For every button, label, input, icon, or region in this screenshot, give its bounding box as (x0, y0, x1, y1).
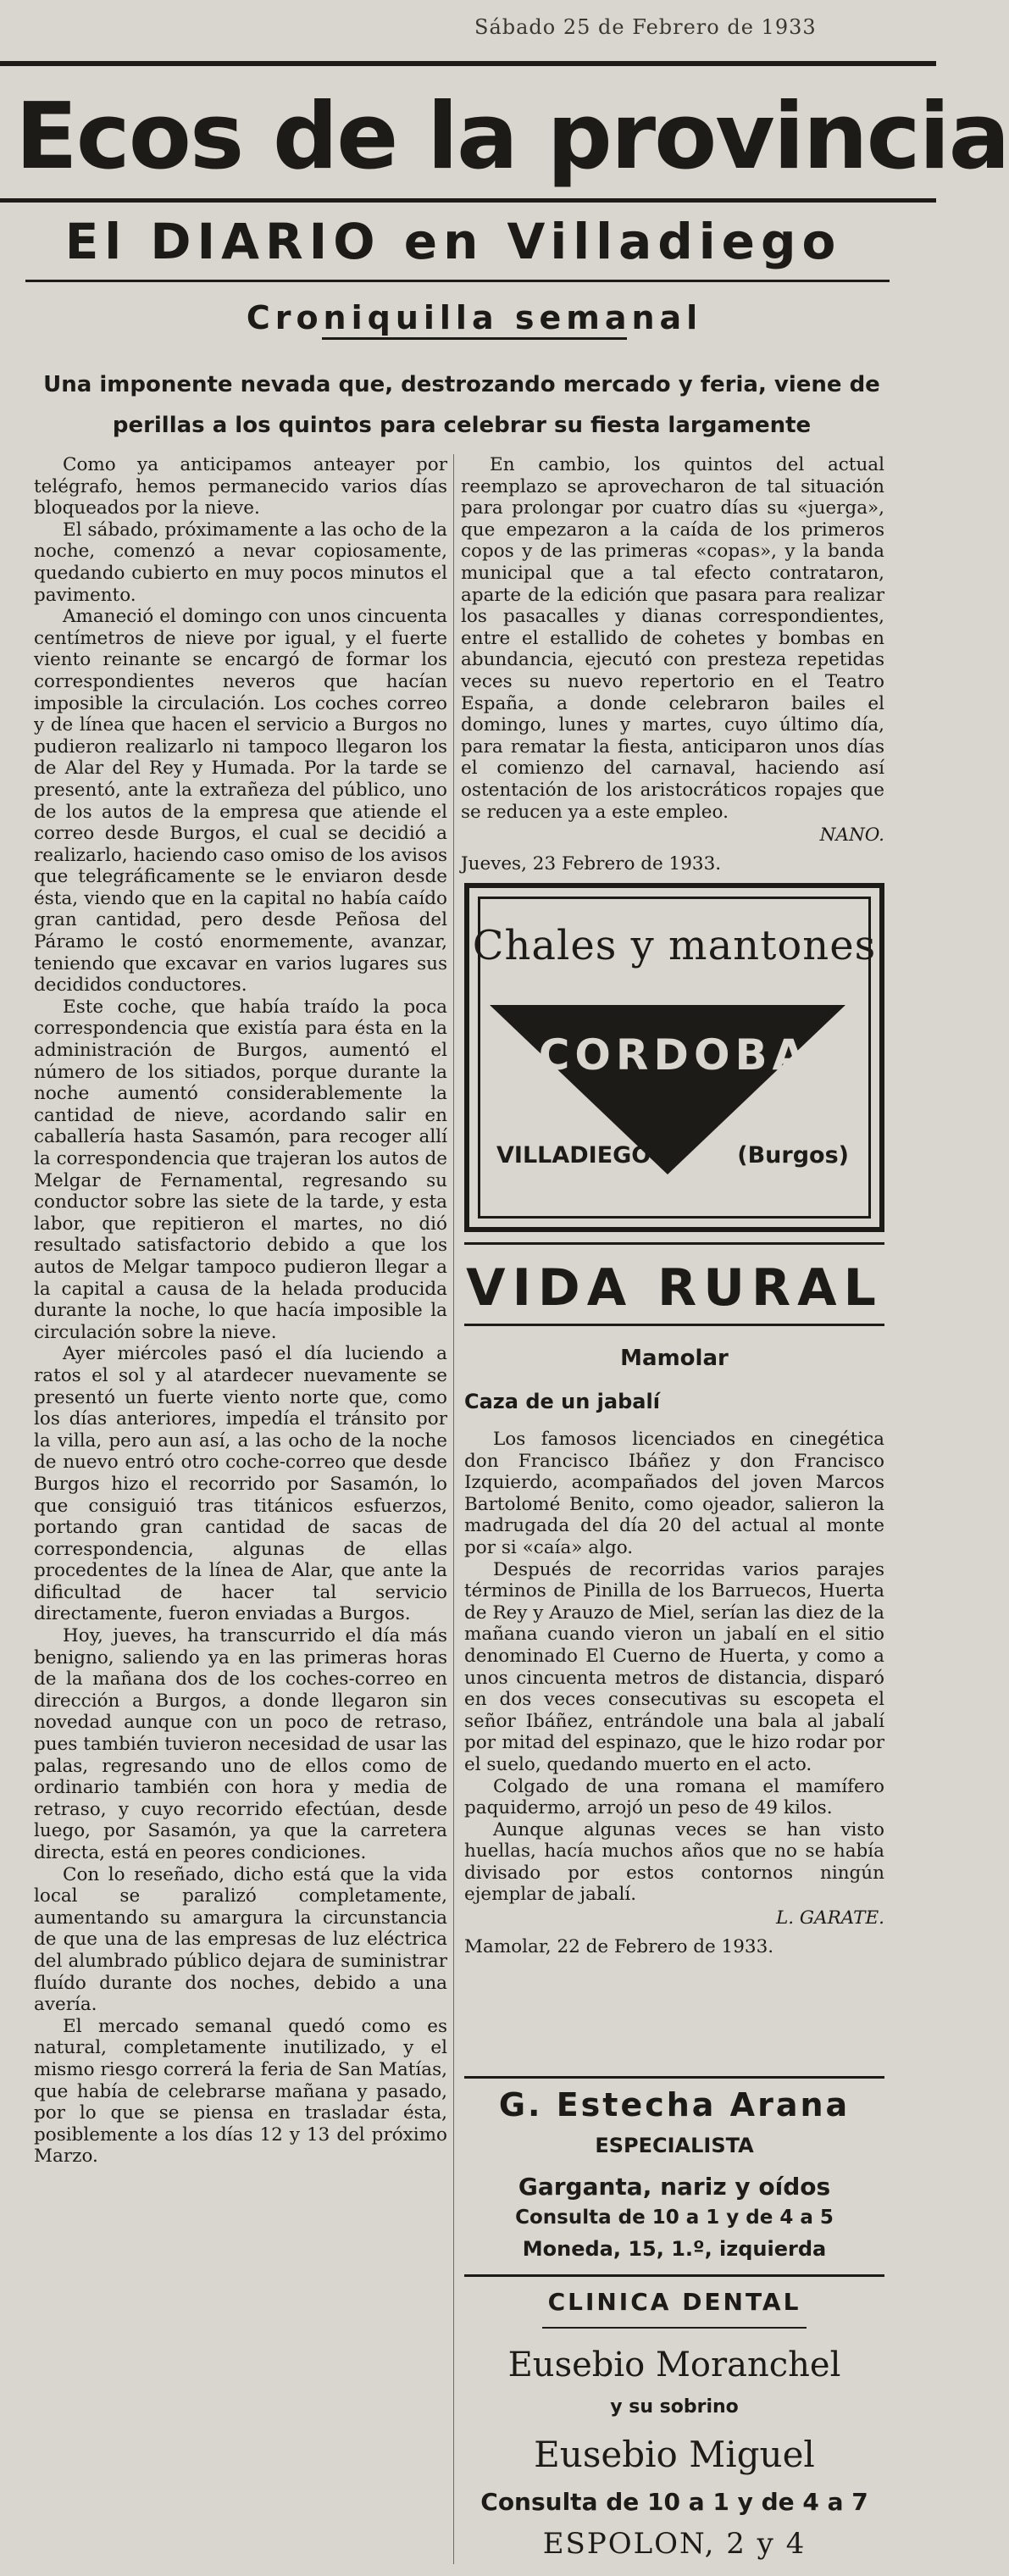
article-column-left (34, 454, 447, 2564)
vida-rule-bottom (464, 1324, 884, 1326)
ad-estecha-hours: Consulta de 10 a 1 y de 4 a 5 (515, 2207, 834, 2229)
ad-chales-town: VILLADIEGO (496, 1142, 651, 1169)
ad-estecha-field: Garganta, nariz y oídos (518, 2173, 831, 2201)
vida-paragraph: Colgado de una romana el mamífero paquidermo, arrojó un peso de 49 kilos. (464, 1775, 884, 1819)
ad-estecha-specialty: ESPECIALISTA (595, 2134, 754, 2157)
ad-dental-name2: Eusebio Miguel (534, 2434, 815, 2475)
column-divider (453, 454, 454, 2564)
article-paragraph: El mercado semanal quedó como es natural, completamente inutilizado, y el mismo riesgo correrá la feria de San Matías, que había de celebrarse mañana y pasado, por lo que se piensa en trasladar ésta, posiblemente a los días 12 y 13 del próximo Marzo. (34, 2015, 447, 2168)
vida-rural-headline: Caza de un jabalí (464, 1390, 660, 1413)
vida-rule-top (464, 1242, 884, 1245)
article-paragraph: Ayer miércoles pasó el día luciendo a ratos el sol y al atardecer nuevamente se presentó un fuerte viento norte que, como los días anteriores, impedía el tránsito por la villa, pero aun así, a las ocho de la noche de nuevo entró otro coche-correo que desde Burgos hizo el recorrido por Sasamón, lo que consiguió tras titánicos esfuerzos, portando gran cantidad de sacas de correspondencia, algunas de ellas procedentes de la línea de Alar, que ante la dificultad de hacer tal servicio directamente, fueron enviadas a Burgos. (34, 1343, 447, 1625)
article-headline: Una imponente nevada que, destrozando mercado y feria, viene de perillas a los quintos para celebrar su fiesta largamente (43, 372, 880, 438)
section-subhead: El DIARIO en Villadiego (64, 213, 842, 270)
masthead-title: Ecos de la provincia (15, 84, 1009, 190)
ad-dental-hours: Consulta de 10 a 1 y de 4 a 7 (480, 2488, 868, 2516)
ad-estecha-address: Moneda, 15, 1.º, izquierda (522, 2237, 827, 2261)
subhead-rule (25, 280, 890, 282)
masthead-rule (0, 198, 936, 203)
article-paragraph: Como ya anticipamos anteayer por telégrafo, hemos permanecido varios días bloqueados por la nieve. (34, 454, 447, 519)
vida-rural-title: VIDA RURAL (466, 1258, 883, 1318)
column-title-underline (322, 337, 627, 340)
article-signature: NANO. (819, 824, 884, 847)
article-paragraph: En cambio, los quintos del actual reemplazo se aprovecharon de tal situación para prolongar por cuatro días su «juerga», que empezaron a la caída de los primeros copos y de las primeras «copas», y la banda municipal que a tal efecto contrataron, aparte de la edición que pasara para realizar los pasacalles y dianas correspondientes, entre el estallido de cohetes y bombas en abundancia, ejecutó con presteza repetidas veces su nuevo repertorio en el Teatro España, a donde celebraron bailes el domingo, lunes y martes, cuyo último día, para rematar la fiesta, anticiparon unos días el comienzo del carnaval, haciendo así ostentación de los aristocráticos ropajes que se reducen ya a este empleo. (461, 454, 884, 823)
ad-chales-province: (Burgos) (737, 1142, 849, 1169)
vida-dateline: Mamolar, 22 de Febrero de 1933. (464, 1935, 774, 1957)
ad-estecha-rule (464, 2076, 884, 2079)
ad-dental-address: ESPOLON, 2 y 4 (542, 2527, 807, 2561)
vida-paragraph: Después de recorridas varios parajes términos de Pinilla de los Barruecos, Huerta de Rey y Arauzo de Miel, serían las diez de la mañana cuando vieron un jabalí en el sitio denominado El Cuerno de Huerta, y como a unos cincuenta metros de distancia, disparó en dos veces consecutivas su escopeta el señor Ibáñez, entrándole una bala al jabalí por mitad del espinazo, que le hizo rodar por el suelo, quedando muerto en el acto. (464, 1558, 884, 1775)
article-column-right (461, 454, 884, 874)
article-paragraph: El sábado, próximamente a las ocho de la noche, comenzó a nevar copiosamente, quedando cubierto en muy pocos minutos el pavimento. (34, 519, 447, 606)
article-dateline: Jueves, 23 Febrero de 1933. (461, 852, 722, 874)
vida-rural-column (464, 1429, 884, 2039)
vida-rural-place: Mamolar (620, 1346, 729, 1371)
article-paragraph: Hoy, jueves, ha transcurrido el día más benigno, saliendo ya en las primeras horas de la mañana dos de los coches-correo en dirección a Burgos, a donde llegaron sin novedad aunque con un poco de retraso, pues también tuvieron necesidad de usar las palas, regresando uno de ellos como de ordinario también con hora y media de retraso, y cuyo recorrido efectúan, desde luego, por Sasamón, ya que la carretera directa, está en peores condiciones. (34, 1625, 447, 1863)
article-paragraph: Con lo reseñado, dicho está que la vida local se paralizó completamente, aumentando su amargura la circunstancia de que una de las empresas de luz eléctrica del alumbrado público dejara de suministrar fluído durante dos noches, debido a una avería. (34, 1863, 447, 2016)
ad-chales-box (464, 883, 884, 1232)
ad-dental-title-rule (542, 2327, 807, 2329)
ad-chales-title: Chales y mantones (472, 922, 877, 969)
vida-signature: L. GARATE. (775, 1907, 884, 1929)
ad-dental-name: Eusebio Moranchel (507, 2346, 841, 2384)
vida-paragraph: Los famosos licenciados en cinegética don Francisco Ibáñez y don Francisco Izquierdo, acompañados del joven Marcos Bartolomé Benito, como ojeador, salieron la madrugada del día 20 del actual al monte por si «caía» algo. (464, 1429, 884, 1558)
article-paragraph: Amaneció el domingo con unos cincuenta centímetros de nieve por igual, y el fuerte viento reinante se encargó de formar los correspondientes neveros que hacían imposible la circulación. Los coches correo y de línea que hacen el servicio a Burgos no pudieron realizarlo ni tampoco llegaron los de Alar del Rey y Humada. Por la tarde se presentó, ante la extrañeza del público, uno de los autos de la empresa que atiende el correo desde Burgos, el cual se decidió a realizarlo, haciendo caso omiso de los avisos que telegráficamente se le enviaron desde ésta, viendo que en la capital no había caído gran cantidad, pero desde Peñosa del Páramo le costó enormemente, avanzar, teniendo que excavar en varios lugares sus decididos conductores. (34, 606, 447, 997)
article-paragraph: Este coche, que había traído la poca correspondencia que existía para ésta en la administración de Burgos, aumentó el número de los sitiados, porque durante la noche aumentó considerablemente la cantidad de nieve, acordando salir en caballería hasta Sasamón, para recoger allí la correspondencia que trajeran los autos de Melgar de Fernamental, regresando su conductor sobre las siete de la tarde, y esta labor, que repitieron el martes, no dió resultado satisfactorio debido a que los autos de Melgar tampoco pudieron llegar a la capital a causa de la helada producida durante la noche, lo que hacía imposible la circulación sobre la nieve. (34, 996, 447, 1343)
ad-dental-rule (464, 2274, 884, 2277)
ad-chales-brand: CORDOBA (538, 1030, 811, 1080)
issue-date: Sábado 25 de Febrero de 1933 (474, 15, 817, 39)
column-title (152, 292, 796, 343)
column-title-text: Croniquilla semanal (246, 299, 703, 336)
ad-dental-sub: y su sobrino (610, 2396, 739, 2418)
ad-estecha-name: G. Estecha Arana (498, 2086, 851, 2124)
top-rule (0, 61, 936, 66)
ad-dental-title: CLINICA DENTAL (547, 2288, 801, 2316)
vida-paragraph: Aunque algunas veces se han visto huellas, hacía muchos años que no se había divisado por estos contornos ningún ejemplar de jabalí. (464, 1818, 884, 1906)
